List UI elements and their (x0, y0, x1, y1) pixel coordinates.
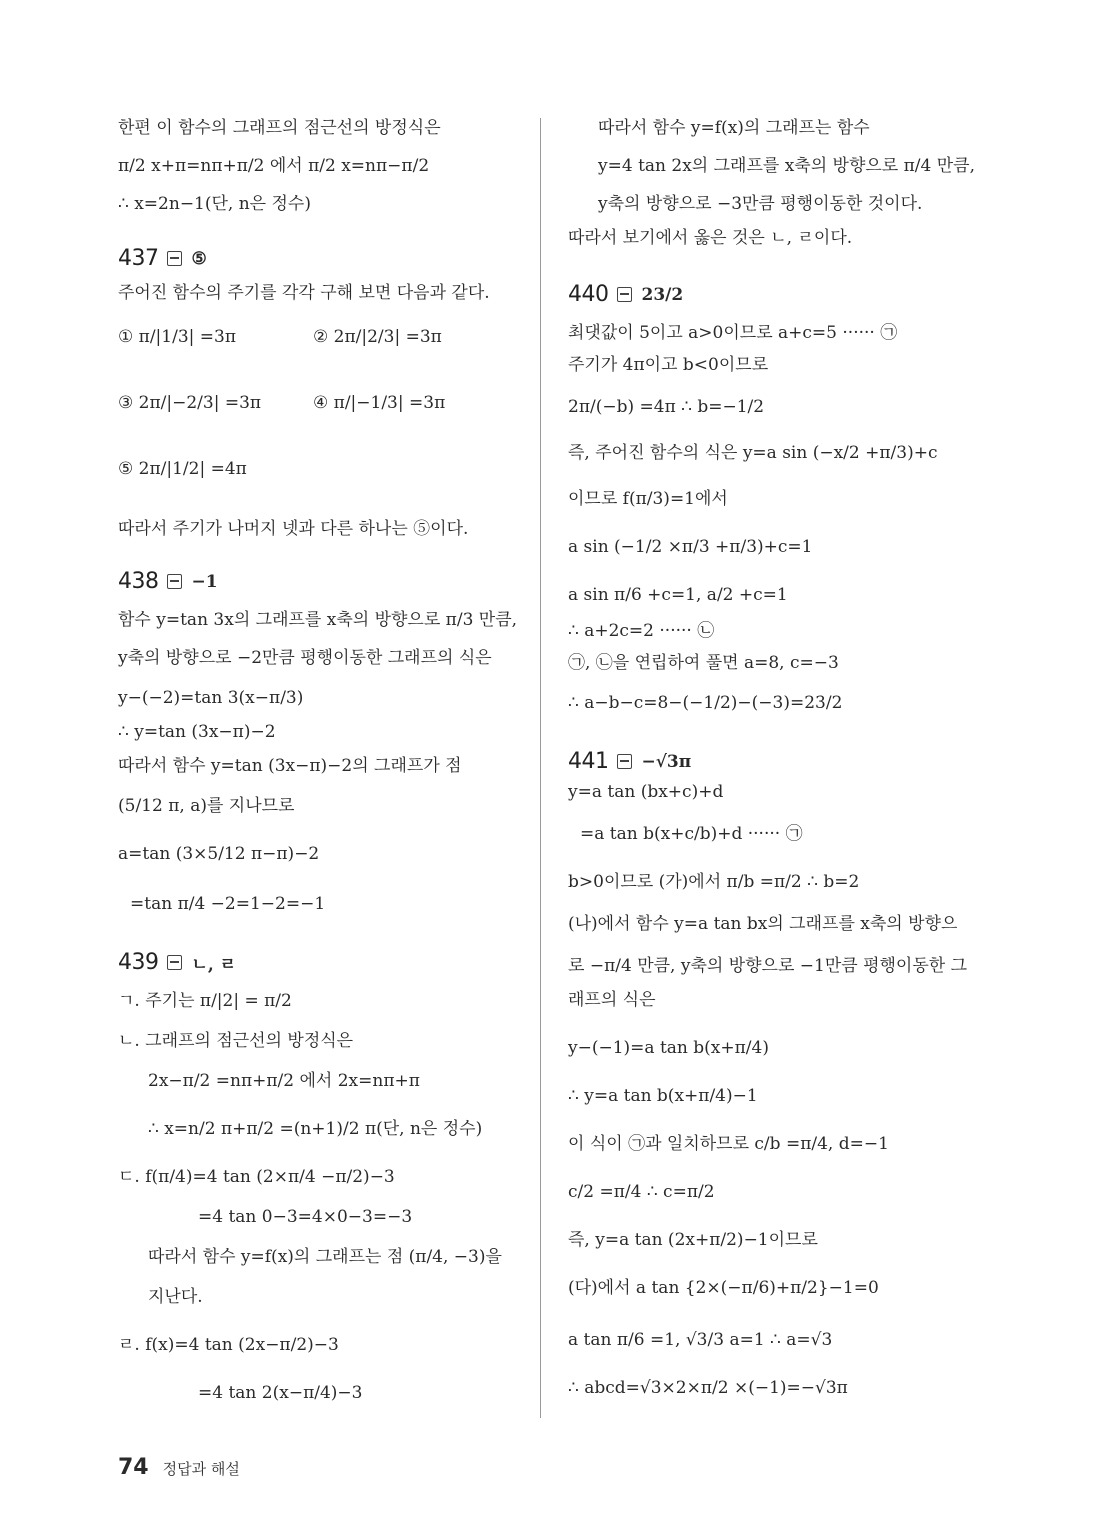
period-row (118, 393, 523, 413)
text-line: 따라서 보기에서 옳은 것은 ㄴ, ㄹ이다. (568, 228, 853, 248)
answer-tag-icon (167, 251, 182, 266)
problem-answer: ㄴ, ㄹ (191, 955, 237, 975)
period-item: ① π/|1/3| =3π (118, 327, 236, 347)
math-line: =a tan b(x+c/b)+d ······ ㉠ (580, 824, 803, 844)
math-line: y−(−2)=tan 3(x−π/3) (118, 688, 304, 708)
problem-header-437 (118, 246, 523, 271)
text-line: ㄴ. 그래프의 점근선의 방정식은 (118, 1031, 354, 1051)
left-column (118, 110, 523, 1405)
math-line: y=a tan (bx+c)+d (568, 782, 724, 802)
math-line: ∴ a−b−c=8−(−1/2)−(−3)=23/2 (568, 693, 843, 713)
problem-header-440 (568, 282, 978, 307)
text-line: 한편 이 함수의 그래프의 점근선의 방정식은 (118, 118, 441, 138)
text-line: 따라서 함수 y=f(x)의 그래프는 점 (π/4, −3)을 (148, 1247, 502, 1267)
problem-number: 437 (118, 246, 159, 271)
math-line: 2π/(−b) =4π ∴ b=−1/2 (568, 397, 765, 417)
text-line: 함수 y=tan 3x의 그래프를 x축의 방향으로 π/3 만큼, (118, 610, 518, 630)
math-line: =4 tan 0−3=4×0−3=−3 (198, 1207, 413, 1227)
text-line: y축의 방향으로 −2만큼 평행이동한 그래프의 식은 (118, 648, 492, 668)
footer-label: 정답과 해설 (162, 1460, 240, 1478)
math-line: 2x−π/2 =nπ+π/2 에서 2x=nπ+π (148, 1071, 420, 1091)
problem-answer: −√3π (641, 751, 692, 772)
period-item: ② 2π/|2/3| =3π (313, 327, 442, 347)
math-line: 즉, y=a tan (2x+π/2)−1이므로 (568, 1230, 818, 1250)
math-line: a sin (−1/2 ×π/3 +π/3)+c=1 (568, 537, 813, 557)
text-line: 이므로 f(π/3)=1에서 (568, 489, 728, 509)
text-line: 따라서 함수 y=tan (3x−π)−2의 그래프가 점 (118, 756, 462, 776)
math-line: ∴ x=2n−1(단, n은 정수) (118, 194, 311, 214)
text-line: 로 −π/4 만큼, y축의 방향으로 −1만큼 평행이동한 그 (568, 956, 968, 976)
math-line: 이 식이 ㉠과 일치하므로 c/b =π/4, d=−1 (568, 1134, 889, 1154)
period-row (118, 459, 523, 479)
math-line: ∴ y=tan (3x−π)−2 (118, 722, 276, 742)
math-line: c/2 =π/4 ∴ c=π/2 (568, 1182, 715, 1202)
math-line: ∴ a+2c=2 ······ ㉡ (568, 621, 715, 641)
math-line: ∴ y=a tan b(x+π/4)−1 (568, 1086, 758, 1106)
math-line: ㄷ. f(π/4)=4 tan (2×π/4 −π/2)−3 (118, 1167, 395, 1187)
problem-answer: 23/2 (641, 284, 684, 305)
problem-header-439 (118, 950, 523, 975)
math-line: a sin π/6 +c=1, a/2 +c=1 (568, 585, 788, 605)
math-line: (다)에서 a tan {2×(−π/6)+π/2}−1=0 (568, 1278, 879, 1298)
text-line: ㉠, ㉡을 연립하여 풀면 a=8, c=−3 (568, 653, 839, 673)
text-line: y=4 tan 2x의 그래프를 x축의 방향으로 π/4 만큼, (598, 156, 976, 176)
text-line: 지난다. (148, 1287, 203, 1307)
period-item: ③ 2π/|−2/3| =3π (118, 393, 262, 413)
text-line: 래프의 식은 (568, 990, 656, 1010)
text-line: 따라서 주기가 나머지 넷과 다른 하나는 ⑤이다. (118, 519, 469, 539)
column-divider (540, 118, 541, 1418)
math-line: =4 tan 2(x−π/4)−3 (198, 1383, 363, 1403)
problem-answer: −1 (191, 571, 218, 592)
problem-answer: ⑤ (191, 248, 207, 269)
math-line: π/2 x+π=nπ+π/2 에서 π/2 x=nπ−π/2 (118, 156, 430, 176)
problem-number: 441 (568, 749, 609, 774)
answer-tag-icon (617, 287, 632, 302)
math-line: y−(−1)=a tan b(x+π/4) (568, 1038, 769, 1058)
text-line: 따라서 함수 y=f(x)의 그래프는 함수 (598, 118, 870, 138)
text-line: (5/12 π, a)를 지나므로 (118, 796, 295, 816)
math-line: =tan π/4 −2=1−2=−1 (130, 894, 326, 914)
problem-number: 440 (568, 282, 609, 307)
math-line: ∴ x=n/2 π+π/2 =(n+1)/2 π(단, n은 정수) (148, 1119, 483, 1139)
math-line: a=tan (3×5/12 π−π)−2 (118, 844, 320, 864)
answer-tag-icon (617, 754, 632, 769)
right-column (568, 110, 978, 1400)
period-item: ⑤ 2π/|1/2| =4π (118, 459, 247, 479)
text-line: y축의 방향으로 −3만큼 평행이동한 것이다. (598, 194, 923, 214)
page-number: 74 (118, 1455, 149, 1480)
text-line: 주어진 함수의 주기를 각각 구해 보면 다음과 같다. (118, 283, 490, 303)
text-line: 최댓값이 5이고 a>0이므로 a+c=5 ······ ㉠ (568, 323, 898, 343)
math-line: 즉, 주어진 함수의 식은 y=a sin (−x/2 +π/3)+c (568, 443, 938, 463)
math-line: ∴ abcd=√3×2×π/2 ×(−1)=−√3π (568, 1378, 848, 1398)
text-line: (나)에서 함수 y=a tan bx의 그래프를 x축의 방향으 (568, 914, 958, 934)
math-line: b>0이므로 (가)에서 π/b =π/2 ∴ b=2 (568, 872, 860, 892)
page-footer (118, 1455, 240, 1480)
period-row (118, 327, 523, 347)
problem-header-438 (118, 569, 523, 594)
math-line: ㄹ. f(x)=4 tan (2x−π/2)−3 (118, 1335, 339, 1355)
text-line: 주기가 4π이고 b<0이므로 (568, 355, 769, 375)
problem-number: 438 (118, 569, 159, 594)
answer-tag-icon (167, 955, 182, 970)
problem-header-441 (568, 749, 978, 774)
math-line: a tan π/6 =1, √3/3 a=1 ∴ a=√3 (568, 1330, 833, 1350)
answer-tag-icon (167, 574, 182, 589)
math-line: ㄱ. 주기는 π/|2| = π/2 (118, 991, 292, 1011)
period-item: ④ π/|−1/3| =3π (313, 393, 446, 413)
problem-number: 439 (118, 950, 159, 975)
